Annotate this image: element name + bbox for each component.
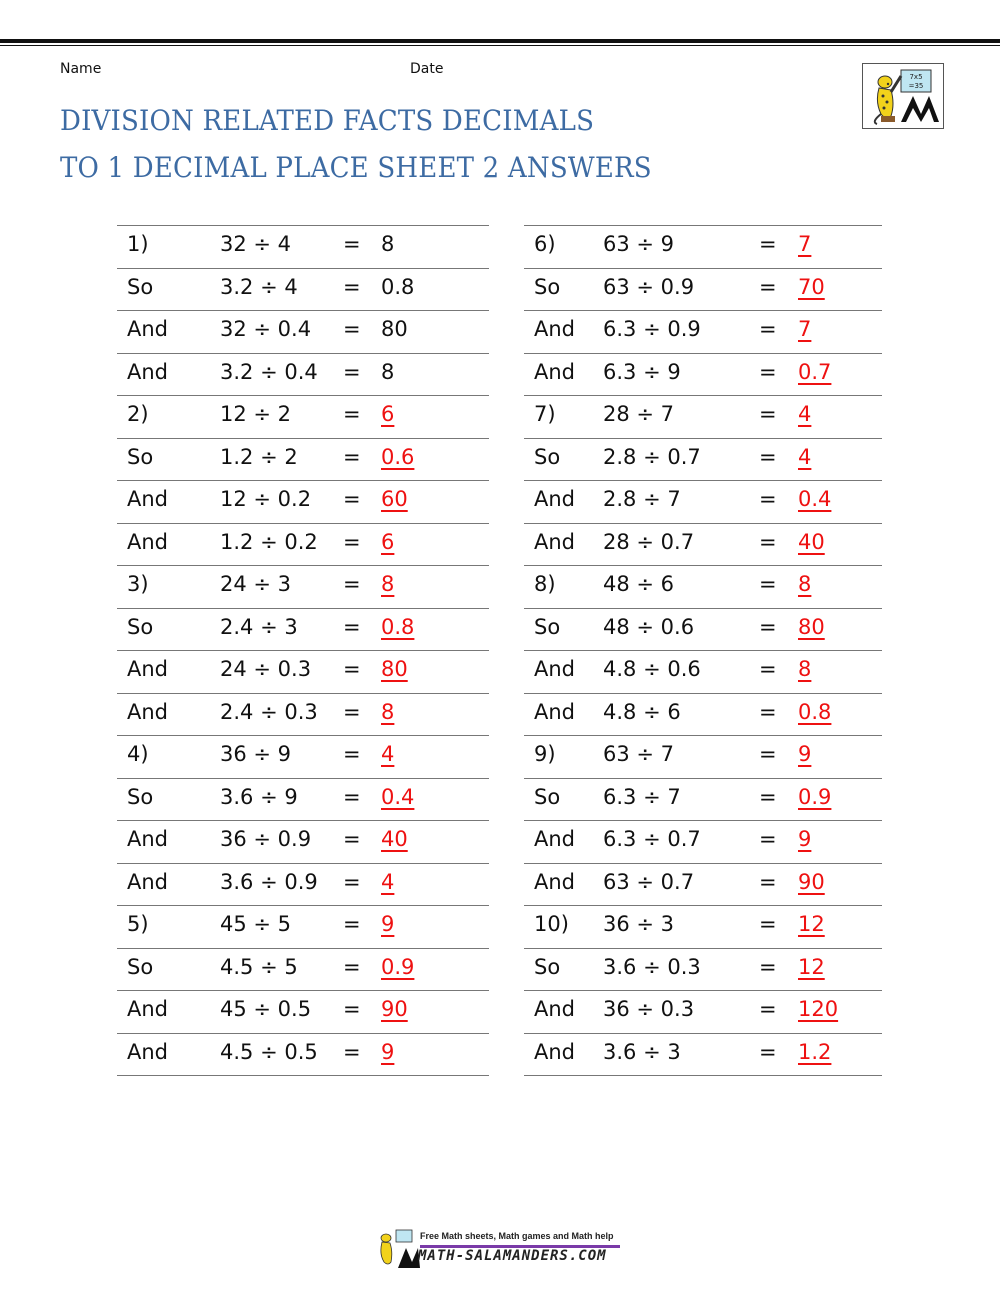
division-expression: 24 ÷ 0.3 bbox=[220, 657, 312, 681]
equals-sign: = bbox=[343, 614, 361, 639]
row-label: So bbox=[534, 274, 561, 299]
equals-sign: = bbox=[759, 1039, 777, 1064]
answer-value: 0.6 bbox=[381, 444, 415, 469]
row-label: And bbox=[534, 487, 576, 511]
table-row bbox=[117, 906, 489, 949]
equals-sign: = bbox=[343, 869, 361, 894]
equals-sign: = bbox=[759, 869, 777, 894]
answer-value: 8 bbox=[381, 699, 395, 724]
equals-sign: = bbox=[343, 274, 361, 299]
row-label: And bbox=[534, 359, 576, 384]
division-expression: 1.2 ÷ 0.2 bbox=[220, 529, 318, 554]
equals-sign: = bbox=[759, 954, 777, 979]
table-row bbox=[524, 651, 882, 694]
logo-board-line1: 7x5 bbox=[909, 73, 923, 81]
answer-value: 1.2 bbox=[798, 1039, 832, 1064]
table-row bbox=[524, 1034, 882, 1077]
table-row bbox=[117, 651, 489, 694]
table-row bbox=[117, 311, 489, 354]
row-label: So bbox=[534, 614, 561, 639]
equals-sign: = bbox=[343, 742, 361, 766]
equals-sign: = bbox=[343, 402, 361, 426]
row-label: 6) bbox=[534, 232, 556, 256]
equals-sign: = bbox=[759, 614, 777, 639]
equals-sign: = bbox=[759, 317, 777, 341]
answer-value: 0.8 bbox=[381, 614, 415, 639]
answer-value: 9 bbox=[381, 1039, 395, 1064]
table-row bbox=[524, 311, 882, 354]
division-expression: 4.8 ÷ 0.6 bbox=[603, 657, 701, 681]
table-row bbox=[117, 481, 489, 524]
equals-sign: = bbox=[759, 742, 777, 766]
page-title-line1: DIVISION RELATED FACTS DECIMALS bbox=[60, 104, 595, 137]
answer-value: 80 bbox=[381, 317, 408, 341]
table-row bbox=[117, 991, 489, 1034]
division-expression: 36 ÷ 9 bbox=[220, 742, 292, 766]
answer-value: 0.4 bbox=[381, 784, 415, 809]
table-row bbox=[524, 481, 882, 524]
row-label: And bbox=[127, 529, 169, 554]
page-title-line2: TO 1 DECIMAL PLACE SHEET 2 ANSWERS bbox=[60, 151, 652, 184]
table-row bbox=[117, 949, 489, 992]
row-label: And bbox=[127, 1039, 169, 1064]
row-label: So bbox=[534, 784, 561, 809]
division-expression: 48 ÷ 6 bbox=[603, 572, 675, 596]
division-expression: 2.8 ÷ 7 bbox=[603, 487, 681, 511]
table-row bbox=[117, 779, 489, 822]
table-row bbox=[524, 906, 882, 949]
row-label: And bbox=[127, 997, 169, 1021]
table-row bbox=[117, 864, 489, 907]
table-row bbox=[524, 226, 882, 269]
division-expression: 3.2 ÷ 0.4 bbox=[220, 359, 318, 384]
equals-sign: = bbox=[759, 657, 777, 681]
division-expression: 24 ÷ 3 bbox=[220, 572, 292, 596]
table-row bbox=[524, 524, 882, 567]
row-label: And bbox=[127, 487, 169, 511]
division-expression: 48 ÷ 0.6 bbox=[603, 614, 695, 639]
division-expression: 4.5 ÷ 0.5 bbox=[220, 1039, 318, 1064]
row-label: 1) bbox=[127, 232, 149, 256]
row-label: So bbox=[127, 954, 154, 979]
row-label: And bbox=[127, 359, 169, 384]
row-label: 8) bbox=[534, 572, 556, 596]
answer-value: 0.7 bbox=[798, 359, 832, 384]
footer-tagline: Free Math sheets, Math games and Math help bbox=[420, 1231, 614, 1241]
equals-sign: = bbox=[759, 402, 777, 426]
equals-sign: = bbox=[343, 912, 361, 936]
equals-sign: = bbox=[759, 784, 777, 809]
division-expression: 12 ÷ 0.2 bbox=[220, 487, 312, 511]
equals-sign: = bbox=[343, 487, 361, 511]
row-label: And bbox=[534, 1039, 576, 1064]
division-expression: 1.2 ÷ 2 bbox=[220, 444, 298, 469]
division-expression: 4.5 ÷ 5 bbox=[220, 954, 298, 979]
row-label: And bbox=[534, 869, 576, 894]
equals-sign: = bbox=[759, 997, 777, 1021]
division-expression: 36 ÷ 0.9 bbox=[220, 827, 312, 851]
division-expression: 3.6 ÷ 0.9 bbox=[220, 869, 318, 894]
answer-value: 90 bbox=[381, 997, 408, 1021]
division-expression: 63 ÷ 9 bbox=[603, 232, 675, 256]
answer-value: 8 bbox=[798, 572, 812, 596]
division-expression: 36 ÷ 3 bbox=[603, 912, 675, 936]
table-row bbox=[524, 694, 882, 737]
table-row bbox=[117, 524, 489, 567]
answer-value: 60 bbox=[381, 487, 408, 511]
division-expression: 6.3 ÷ 9 bbox=[603, 359, 681, 384]
answer-value: 8 bbox=[381, 572, 395, 596]
answer-value: 0.8 bbox=[381, 274, 415, 299]
table-row bbox=[117, 1034, 489, 1077]
answer-value: 80 bbox=[381, 657, 408, 681]
division-expression: 63 ÷ 0.9 bbox=[603, 274, 695, 299]
table-row bbox=[524, 269, 882, 312]
row-label: So bbox=[534, 954, 561, 979]
division-expression: 63 ÷ 7 bbox=[603, 742, 675, 766]
answer-value: 12 bbox=[798, 954, 825, 979]
answer-value: 8 bbox=[381, 232, 395, 256]
division-expression: 4.8 ÷ 6 bbox=[603, 699, 681, 724]
table-row bbox=[117, 566, 489, 609]
equals-sign: = bbox=[759, 827, 777, 851]
table-row bbox=[117, 439, 489, 482]
answer-value: 7 bbox=[798, 232, 812, 256]
equals-sign: = bbox=[759, 232, 777, 256]
answer-value: 8 bbox=[798, 657, 812, 681]
table-row bbox=[524, 439, 882, 482]
equals-sign: = bbox=[759, 359, 777, 384]
row-label: So bbox=[127, 274, 154, 299]
answer-value: 8 bbox=[381, 359, 395, 384]
division-expression: 12 ÷ 2 bbox=[220, 402, 292, 426]
equals-sign: = bbox=[343, 444, 361, 469]
row-label: And bbox=[534, 997, 576, 1021]
row-label: So bbox=[534, 444, 561, 469]
salamander-logo-icon bbox=[862, 63, 944, 129]
answer-value: 4 bbox=[798, 444, 812, 469]
table-row bbox=[524, 949, 882, 992]
table-row bbox=[524, 736, 882, 779]
division-expression: 45 ÷ 5 bbox=[220, 912, 292, 936]
division-expression: 3.6 ÷ 9 bbox=[220, 784, 298, 809]
table-row bbox=[524, 779, 882, 822]
answer-value: 0.9 bbox=[798, 784, 832, 809]
row-label: 3) bbox=[127, 572, 149, 596]
equals-sign: = bbox=[343, 572, 361, 596]
equals-sign: = bbox=[759, 912, 777, 936]
table-row bbox=[117, 226, 489, 269]
division-expression: 6.3 ÷ 0.7 bbox=[603, 827, 701, 851]
row-label: So bbox=[127, 444, 154, 469]
equals-sign: = bbox=[343, 232, 361, 256]
row-label: And bbox=[127, 699, 169, 724]
answer-value: 120 bbox=[798, 997, 839, 1021]
answer-value: 0.9 bbox=[381, 954, 415, 979]
row-label: 5) bbox=[127, 912, 149, 936]
division-expression: 36 ÷ 0.3 bbox=[603, 997, 695, 1021]
table-row bbox=[117, 736, 489, 779]
table-row bbox=[524, 821, 882, 864]
answer-value: 6 bbox=[381, 529, 395, 554]
row-label: 2) bbox=[127, 402, 149, 426]
division-expression: 32 ÷ 0.4 bbox=[220, 317, 312, 341]
equals-sign: = bbox=[759, 444, 777, 469]
table-row bbox=[117, 821, 489, 864]
table-row bbox=[524, 609, 882, 652]
answer-value: 6 bbox=[381, 402, 395, 426]
footer-site-link[interactable]: MATH-SALAMANDERS.COM bbox=[418, 1248, 607, 1264]
row-label: And bbox=[127, 869, 169, 894]
division-expression: 32 ÷ 4 bbox=[220, 232, 292, 256]
row-label: And bbox=[534, 529, 576, 554]
answer-value: 4 bbox=[381, 869, 395, 894]
division-expression: 6.3 ÷ 7 bbox=[603, 784, 681, 809]
division-expression: 28 ÷ 7 bbox=[603, 402, 675, 426]
division-expression: 2.4 ÷ 3 bbox=[220, 614, 298, 639]
equals-sign: = bbox=[343, 529, 361, 554]
table-row bbox=[524, 991, 882, 1034]
answer-value: 70 bbox=[798, 274, 825, 299]
answer-value: 0.8 bbox=[798, 699, 832, 724]
division-expression: 28 ÷ 0.7 bbox=[603, 529, 695, 554]
division-expression: 2.8 ÷ 0.7 bbox=[603, 444, 701, 469]
table-row bbox=[117, 269, 489, 312]
row-label: And bbox=[534, 657, 576, 681]
answer-value: 7 bbox=[798, 317, 812, 341]
table-row bbox=[117, 396, 489, 439]
division-expression: 45 ÷ 0.5 bbox=[220, 997, 312, 1021]
answer-value: 9 bbox=[381, 912, 395, 936]
row-label: And bbox=[127, 317, 169, 341]
answer-value: 4 bbox=[798, 402, 812, 426]
row-label: And bbox=[127, 827, 169, 851]
table-row bbox=[117, 609, 489, 652]
division-expression: 3.6 ÷ 3 bbox=[603, 1039, 681, 1064]
answer-value: 40 bbox=[798, 529, 825, 554]
equals-sign: = bbox=[343, 954, 361, 979]
answer-value: 80 bbox=[798, 614, 825, 639]
row-label: So bbox=[127, 614, 154, 639]
row-label: And bbox=[534, 827, 576, 851]
equals-sign: = bbox=[343, 1039, 361, 1064]
row-label: And bbox=[534, 317, 576, 341]
equals-sign: = bbox=[343, 699, 361, 724]
equals-sign: = bbox=[343, 657, 361, 681]
division-expression: 3.6 ÷ 0.3 bbox=[603, 954, 701, 979]
answer-value: 0.4 bbox=[798, 487, 832, 511]
answer-value: 40 bbox=[381, 827, 408, 851]
table-row bbox=[524, 864, 882, 907]
table-row bbox=[117, 354, 489, 397]
left-problem-table bbox=[117, 225, 489, 1076]
equals-sign: = bbox=[759, 572, 777, 596]
table-row bbox=[524, 354, 882, 397]
table-row bbox=[524, 396, 882, 439]
top-border-thin bbox=[0, 45, 1000, 46]
division-expression: 3.2 ÷ 4 bbox=[220, 274, 298, 299]
equals-sign: = bbox=[343, 997, 361, 1021]
svg-text:=35: =35 bbox=[908, 82, 924, 90]
top-border-thick bbox=[0, 39, 1000, 43]
table-row bbox=[524, 566, 882, 609]
equals-sign: = bbox=[343, 317, 361, 341]
right-problem-table bbox=[524, 225, 882, 1076]
row-label: 4) bbox=[127, 742, 149, 766]
answer-value: 12 bbox=[798, 912, 825, 936]
answer-value: 90 bbox=[798, 869, 825, 894]
row-label: So bbox=[127, 784, 154, 809]
equals-sign: = bbox=[343, 827, 361, 851]
row-label: And bbox=[127, 657, 169, 681]
equals-sign: = bbox=[343, 784, 361, 809]
division-expression: 63 ÷ 0.7 bbox=[603, 869, 695, 894]
equals-sign: = bbox=[343, 359, 361, 384]
answer-value: 4 bbox=[381, 742, 395, 766]
row-label: 7) bbox=[534, 402, 556, 426]
name-label: Name bbox=[60, 61, 102, 77]
equals-sign: = bbox=[759, 529, 777, 554]
equals-sign: = bbox=[759, 487, 777, 511]
date-label: Date bbox=[410, 61, 444, 77]
row-label: 9) bbox=[534, 742, 556, 766]
table-row bbox=[117, 694, 489, 737]
division-expression: 2.4 ÷ 0.3 bbox=[220, 699, 318, 724]
equals-sign: = bbox=[759, 274, 777, 299]
equals-sign: = bbox=[759, 699, 777, 724]
answer-value: 9 bbox=[798, 827, 812, 851]
row-label: And bbox=[534, 699, 576, 724]
row-label: 10) bbox=[534, 912, 569, 936]
answer-value: 9 bbox=[798, 742, 812, 766]
division-expression: 6.3 ÷ 0.9 bbox=[603, 317, 701, 341]
